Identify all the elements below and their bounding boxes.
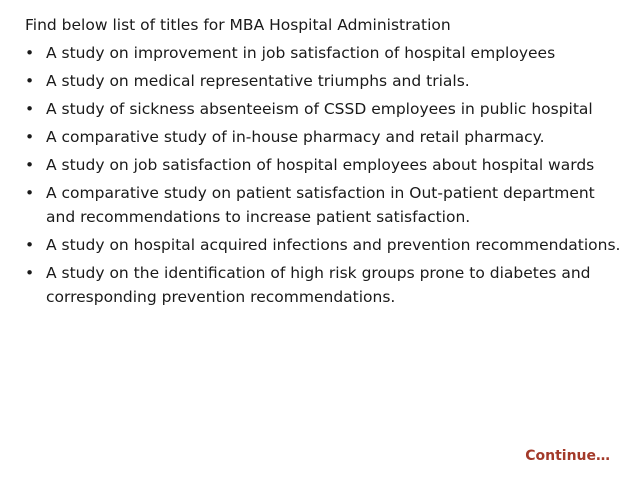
list-item bbox=[22, 41, 622, 65]
list-item-text: A study on medical representative triumphs and trials. bbox=[46, 72, 470, 90]
list-item bbox=[22, 153, 622, 177]
list-item-text: A comparative study on patient satisfaction in Out-patient department and recommendations to increase patient satisfaction. bbox=[46, 184, 595, 226]
list-item bbox=[22, 261, 622, 309]
bullet-icon: • bbox=[25, 264, 35, 282]
list-item-text: A study on hospital acquired infections and prevention recommendations. bbox=[46, 236, 621, 254]
intro-heading: Find below list of titles for MBA Hospital Administration bbox=[25, 16, 451, 34]
bullet-icon: • bbox=[25, 100, 35, 118]
list-item-text: A study on job satisfaction of hospital employees about hospital wards bbox=[46, 156, 595, 174]
bullet-icon: • bbox=[25, 184, 35, 202]
list-item bbox=[22, 181, 622, 229]
titles-list bbox=[22, 41, 622, 313]
list-item-text: A study on improvement in job satisfaction of hospital employees bbox=[46, 44, 556, 62]
list-item bbox=[22, 233, 622, 257]
list-item-text: A comparative study of in-house pharmacy and retail pharmacy. bbox=[46, 128, 545, 146]
continue-link[interactable]: Continue… bbox=[525, 448, 610, 464]
list-item bbox=[22, 125, 622, 149]
list-item-text: A study on the identification of high risk groups prone to diabetes and corresponding prevention recommendations. bbox=[46, 264, 591, 306]
bullet-icon: • bbox=[25, 156, 35, 174]
list-item-text: A study of sickness absenteeism of CSSD employees in public hospital bbox=[46, 100, 593, 118]
list-item bbox=[22, 97, 622, 121]
bullet-icon: • bbox=[25, 72, 35, 90]
bullet-icon: • bbox=[25, 236, 35, 254]
bullet-icon: • bbox=[25, 44, 35, 62]
list-item bbox=[22, 69, 622, 93]
bullet-icon: • bbox=[25, 128, 35, 146]
